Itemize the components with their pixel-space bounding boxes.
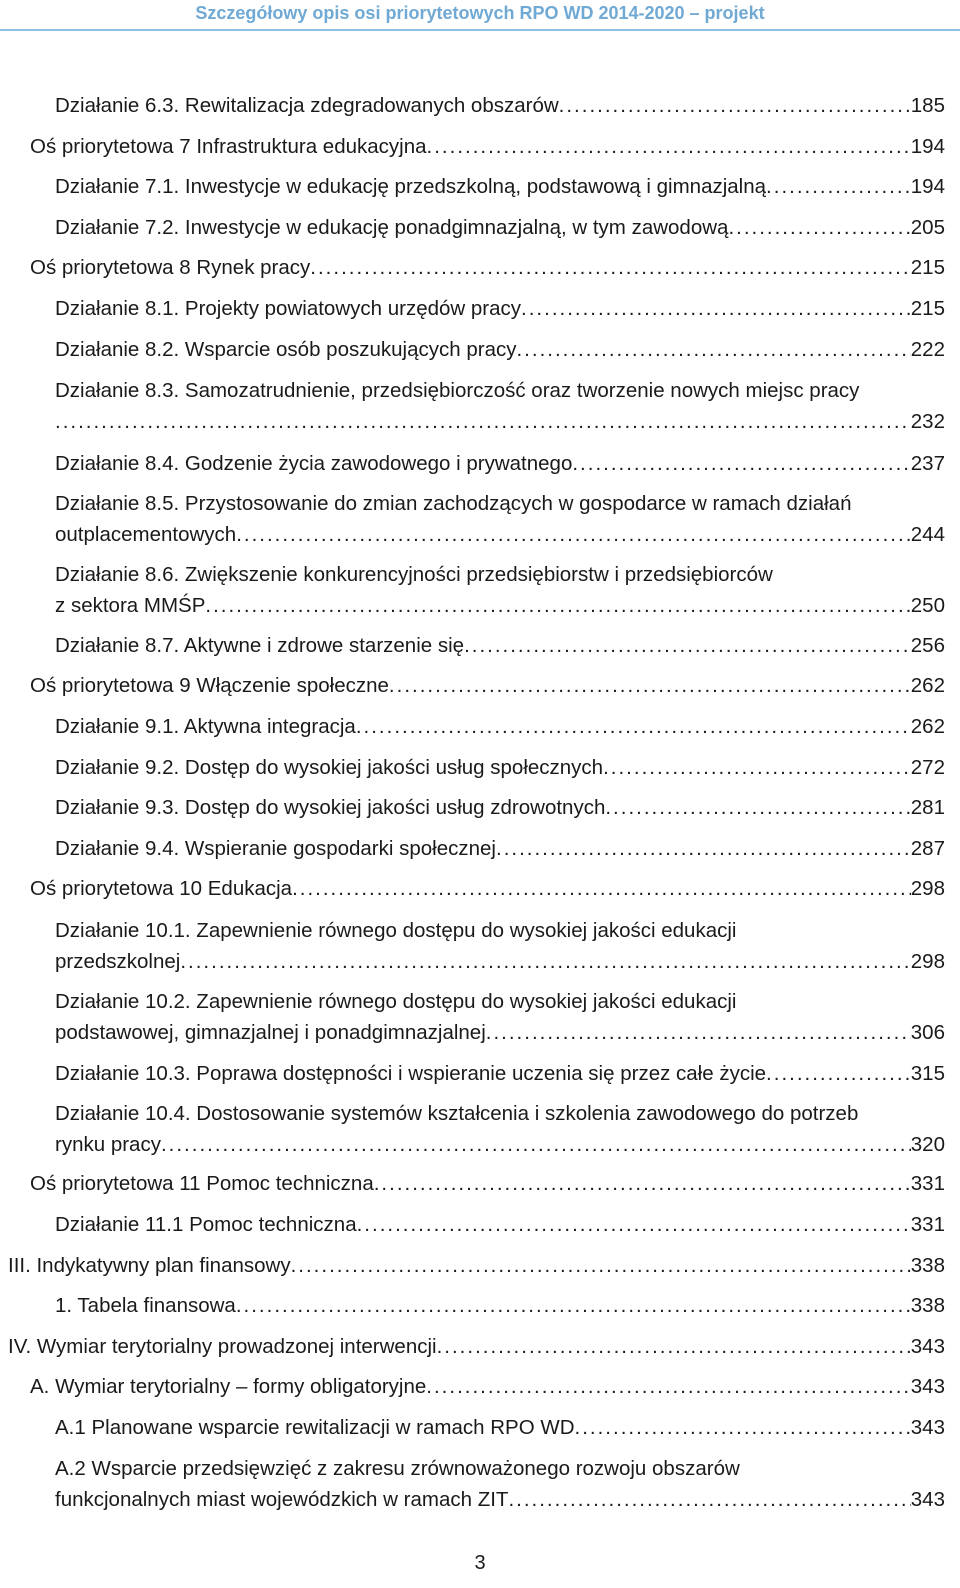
toc-entry-title: III. Indykatywny plan finansowy bbox=[8, 1254, 291, 1277]
toc-leader-dots bbox=[310, 252, 911, 283]
toc-leader-dots bbox=[180, 946, 910, 977]
toc-page-number: 343 bbox=[910, 1375, 945, 1398]
toc-entry[interactable] bbox=[55, 488, 945, 550]
toc-page-number: 315 bbox=[910, 1062, 945, 1085]
toc-entry-title: podstawowej, gimnazjalnej i ponadgimnazjalnej bbox=[55, 1021, 486, 1044]
toc-entry-line bbox=[55, 1290, 945, 1321]
toc-entry-title: Oś priorytetowa 11 Pomoc techniczna bbox=[30, 1172, 374, 1195]
toc-leader-dots bbox=[437, 1331, 911, 1362]
toc-entry[interactable] bbox=[55, 792, 945, 823]
toc-leader-dots bbox=[236, 1290, 911, 1321]
toc-entry-line bbox=[30, 252, 945, 283]
toc-leader-dots bbox=[605, 792, 910, 823]
toc-page-number: 343 bbox=[910, 1416, 945, 1439]
toc-entry-title: Działanie 10.3. Poprawa dostępności i wspieranie uczenia się przez całe życie bbox=[55, 1062, 767, 1085]
toc-entry[interactable] bbox=[55, 1209, 945, 1240]
toc-leader-dots bbox=[389, 670, 911, 701]
toc-leader-dots bbox=[516, 334, 910, 365]
toc-entry[interactable] bbox=[55, 1412, 945, 1443]
toc-page-number: 306 bbox=[910, 1021, 945, 1044]
toc-leader-dots bbox=[766, 1058, 911, 1089]
toc-leader-dots bbox=[236, 519, 911, 550]
toc-page-number: 222 bbox=[910, 338, 945, 361]
toc-entry-title: funkcjonalnych miast wojewódzkich w ramach ZIT bbox=[55, 1488, 509, 1511]
toc-page-number: 215 bbox=[910, 297, 945, 320]
toc-entry[interactable] bbox=[55, 375, 945, 437]
toc-entry[interactable] bbox=[55, 1058, 945, 1089]
toc-page-number: 281 bbox=[910, 796, 945, 819]
toc-entry-line bbox=[30, 1168, 945, 1199]
toc-entry-title: Działanie 9.4. Wspieranie gospodarki społecznej bbox=[55, 837, 496, 860]
toc-page-number: 320 bbox=[910, 1133, 945, 1156]
toc-entry-line bbox=[55, 1058, 945, 1089]
toc-entry[interactable] bbox=[8, 1331, 945, 1362]
toc-entry[interactable] bbox=[55, 711, 945, 742]
toc-entry-title: Działanie 9.1. Aktywna integracja bbox=[55, 715, 356, 738]
toc-page-number: 298 bbox=[910, 877, 945, 900]
toc-leader-dots bbox=[575, 1412, 911, 1443]
toc-entry-line bbox=[55, 448, 945, 479]
toc-entry-title: przedszkolnej bbox=[55, 950, 181, 973]
toc-entry[interactable] bbox=[55, 559, 945, 621]
toc-entry[interactable] bbox=[55, 915, 945, 977]
toc-entry-title: Działanie 9.3. Dostęp do wysokiej jakości usług zdrowotnych bbox=[55, 796, 606, 819]
toc-leader-dots bbox=[427, 131, 911, 162]
toc-leader-dots bbox=[521, 293, 911, 324]
toc-entry[interactable] bbox=[55, 986, 945, 1048]
toc-entry-title: IV. Wymiar terytorialny prowadzonej interwencji bbox=[8, 1335, 437, 1358]
toc-page-number: 244 bbox=[910, 523, 945, 546]
toc-page-number: 298 bbox=[910, 950, 945, 973]
toc-entry-title-line: Działanie 8.3. Samozatrudnienie, przedsiębiorczość oraz tworzenie nowych miejsc pracy bbox=[55, 379, 860, 402]
toc-page-number: 256 bbox=[910, 634, 945, 657]
toc-page-number: 237 bbox=[910, 452, 945, 475]
toc-entry[interactable] bbox=[55, 752, 945, 783]
page-number: 3 bbox=[474, 1552, 486, 1574]
toc-entry-line bbox=[55, 833, 945, 864]
toc-entry-title: Działanie 6.3. Rewitalizacja zdegradowanych obszarów bbox=[55, 94, 559, 117]
toc-entry-line bbox=[8, 1250, 945, 1281]
toc-page-number: 194 bbox=[910, 135, 945, 158]
toc-entry-line bbox=[8, 1331, 945, 1362]
toc-page-number: 185 bbox=[910, 94, 945, 117]
toc-entry-line bbox=[30, 1371, 945, 1402]
toc-entry[interactable] bbox=[55, 448, 945, 479]
toc-entry-title: Działanie 7.2. Inwestycje w edukację ponadgimnazjalną, w tym zawodową bbox=[55, 216, 729, 239]
toc-entry-title: A.1 Planowane wsparcie rewitalizacji w ramach RPO WD bbox=[55, 1416, 575, 1439]
toc-entry-line bbox=[55, 1412, 945, 1443]
toc-leader-dots bbox=[464, 630, 911, 661]
toc-page-number: 272 bbox=[910, 756, 945, 779]
toc-entry[interactable] bbox=[55, 171, 945, 202]
toc-entry[interactable] bbox=[30, 873, 945, 904]
toc-page-number: 331 bbox=[910, 1172, 945, 1195]
toc-entry-line bbox=[55, 406, 945, 437]
toc-entry-line bbox=[55, 1209, 945, 1240]
toc-entry-line bbox=[55, 171, 945, 202]
toc-leader-dots bbox=[496, 833, 911, 864]
toc-entry-title: outplacementowych bbox=[55, 523, 237, 546]
toc-entry[interactable] bbox=[8, 1250, 945, 1281]
toc-page-number: 262 bbox=[910, 715, 945, 738]
toc-entry-title: Działanie 7.1. Inwestycje w edukację przedszkolną, podstawową i gimnazjalną bbox=[55, 175, 767, 198]
toc-page-number: 250 bbox=[910, 594, 945, 617]
toc-entry[interactable] bbox=[55, 630, 945, 661]
toc-entry-line bbox=[55, 590, 945, 621]
toc-leader-dots bbox=[374, 1168, 911, 1199]
toc-entry-line bbox=[55, 752, 945, 783]
toc-entry[interactable] bbox=[55, 1098, 945, 1160]
toc-page-number: 343 bbox=[910, 1335, 945, 1358]
toc-entry-title: rynku pracy bbox=[55, 1133, 161, 1156]
toc-entry-line bbox=[55, 1129, 945, 1160]
toc-entry-title: Działanie 9.2. Dostęp do wysokiej jakości usług społecznych bbox=[55, 756, 604, 779]
toc-page-number: 262 bbox=[910, 674, 945, 697]
toc-entry-title: A. Wymiar terytorialny – formy obligatoryjne bbox=[30, 1375, 427, 1398]
toc-page-number: 215 bbox=[910, 256, 945, 279]
toc-entry[interactable] bbox=[55, 1453, 945, 1515]
toc-entry-title: Działanie 8.7. Aktywne i zdrowe starzenie się bbox=[55, 634, 465, 657]
toc-page-number: 343 bbox=[910, 1488, 945, 1511]
toc-entry-title: Oś priorytetowa 8 Rynek pracy bbox=[30, 256, 311, 279]
toc-entry-title: Działanie 11.1 Pomoc techniczna bbox=[55, 1213, 357, 1236]
toc-entry-line bbox=[55, 630, 945, 661]
toc-entry-title: z sektora MMŚP bbox=[55, 594, 206, 617]
toc-leader-dots bbox=[508, 1484, 910, 1515]
toc-entry[interactable] bbox=[55, 334, 945, 365]
toc-entry-line bbox=[55, 946, 945, 977]
toc-entry-line bbox=[55, 90, 945, 121]
toc-entry[interactable] bbox=[55, 293, 945, 324]
toc-leader-dots bbox=[55, 406, 911, 437]
toc-leader-dots bbox=[205, 590, 910, 621]
toc-entry-title: Działanie 8.1. Projekty powiatowych urzędów pracy bbox=[55, 297, 522, 320]
toc-entry-title-line: Działanie 8.6. Zwiększenie konkurencyjności przedsiębiorstw i przedsiębiorców bbox=[55, 563, 773, 586]
toc-page-number: 338 bbox=[910, 1294, 945, 1317]
toc-entry-line bbox=[55, 334, 945, 365]
toc-leader-dots bbox=[728, 212, 910, 243]
toc-entry[interactable] bbox=[55, 1290, 945, 1321]
toc-entry[interactable] bbox=[55, 90, 945, 121]
toc-entry[interactable] bbox=[30, 1168, 945, 1199]
toc-leader-dots bbox=[603, 752, 911, 783]
toc-entry-line bbox=[55, 519, 945, 550]
toc-leader-dots bbox=[292, 873, 911, 904]
toc-entry[interactable] bbox=[55, 833, 945, 864]
toc-leader-dots bbox=[161, 1129, 911, 1160]
toc-entry-title: Działanie 8.4. Godzenie życia zawodowego i prywatnego bbox=[55, 452, 573, 475]
toc-leader-dots bbox=[559, 90, 911, 121]
toc-page-number: 232 bbox=[910, 410, 945, 433]
toc-entry-line bbox=[55, 792, 945, 823]
toc-page-number: 194 bbox=[910, 175, 945, 198]
toc-entry-title: Oś priorytetowa 9 Włączenie społeczne bbox=[30, 674, 389, 697]
toc-entry-title: Oś priorytetowa 10 Edukacja bbox=[30, 877, 293, 900]
toc-entry-line bbox=[55, 212, 945, 243]
toc-leader-dots bbox=[766, 171, 911, 202]
toc-leader-dots bbox=[572, 448, 910, 479]
toc-entry-line bbox=[30, 131, 945, 162]
toc-entry-line bbox=[55, 293, 945, 324]
toc-entry-title: Działanie 8.2. Wsparcie osób poszukujących pracy bbox=[55, 338, 517, 361]
toc-entry[interactable] bbox=[30, 670, 945, 701]
toc-entry[interactable] bbox=[30, 252, 945, 283]
toc-page-number: 331 bbox=[910, 1213, 945, 1236]
toc-entry-line bbox=[55, 711, 945, 742]
toc-entry[interactable] bbox=[30, 131, 945, 162]
toc-page-number: 338 bbox=[910, 1254, 945, 1277]
toc-page-number: 287 bbox=[910, 837, 945, 860]
toc-entry-line bbox=[30, 873, 945, 904]
toc-leader-dots bbox=[356, 711, 911, 742]
running-header: Szczegółowy opis osi priorytetowych RPO WD 2014-2020 – projekt bbox=[195, 3, 765, 23]
toc-entry-line bbox=[55, 1484, 945, 1515]
toc-entry-title-line: A.2 Wsparcie przedsięwzięć z zakresu zrównoważonego rozwoju obszarów bbox=[55, 1457, 740, 1480]
toc-entry-title-line: Działanie 10.1. Zapewnienie równego dostępu do wysokiej jakości edukacji bbox=[55, 919, 737, 942]
toc-entry-line bbox=[30, 670, 945, 701]
toc-entry-title-line: Działanie 10.4. Dostosowanie systemów kształcenia i szkolenia zawodowego do potrzeb bbox=[55, 1102, 859, 1125]
toc-entry-title-line: Działanie 8.5. Przystosowanie do zmian zachodzących w gospodarce w ramach działań bbox=[55, 492, 852, 515]
toc-entry[interactable] bbox=[30, 1371, 945, 1402]
toc-leader-dots bbox=[486, 1017, 911, 1048]
toc-page-number: 205 bbox=[910, 216, 945, 239]
toc-leader-dots bbox=[291, 1250, 911, 1281]
toc-entry-title: 1. Tabela finansowa bbox=[55, 1294, 236, 1317]
toc-entry-line bbox=[55, 1017, 945, 1048]
toc-entry[interactable] bbox=[55, 212, 945, 243]
toc-leader-dots bbox=[426, 1371, 911, 1402]
toc-leader-dots bbox=[357, 1209, 911, 1240]
toc-entry-title-line: Działanie 10.2. Zapewnienie równego dostępu do wysokiej jakości edukacji bbox=[55, 990, 737, 1013]
toc-entry-title: Oś priorytetowa 7 Infrastruktura edukacyjna bbox=[30, 135, 427, 158]
